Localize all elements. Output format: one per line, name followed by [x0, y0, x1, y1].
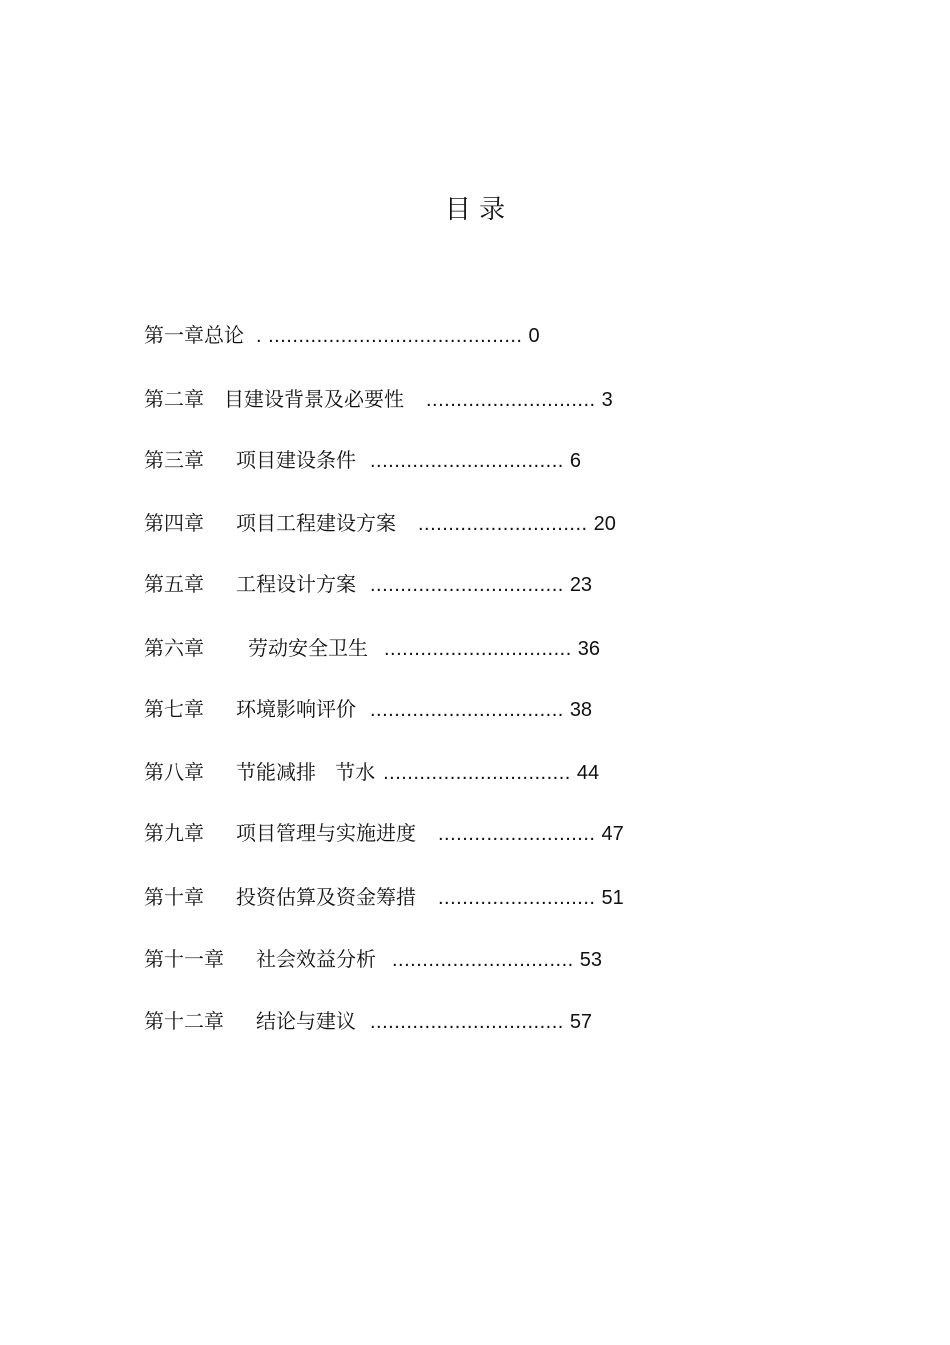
chapter-title: 目建设背景及必要性 [224, 387, 404, 411]
chapter-title: 投资估算及资金筹措 [236, 885, 416, 909]
chapter-title: 项目工程建设方案 [236, 511, 396, 535]
chapter-number: 第四章 [144, 511, 204, 535]
chapter-title: 结论与建议 [256, 1009, 356, 1033]
page-number: 53 [579, 949, 602, 971]
dot-leader: .......................... [438, 823, 596, 845]
chapter-title: 环境影响评价 [236, 697, 356, 721]
toc-entry[interactable] [144, 944, 602, 974]
chapter-number: 第十二章 [144, 1009, 224, 1033]
chapter-title: 节能减排 节水 [236, 760, 376, 784]
dot-leader: ............................... [383, 762, 571, 784]
toc-entry[interactable] [144, 757, 599, 787]
chapter-number: 第九章 [144, 821, 204, 845]
dot-leader: .............................. [392, 949, 574, 971]
dot-leader: ................................ [370, 699, 564, 721]
chapter-number: 第五章 [144, 572, 204, 596]
chapter-number: 第二章 [144, 387, 204, 411]
toc-entry[interactable] [144, 508, 616, 538]
page-number: 38 [569, 699, 593, 721]
dot-leader: ............................... [384, 638, 572, 660]
chapter-number: 第七章 [144, 697, 204, 721]
page-number: 44 [576, 762, 600, 784]
chapter-title: 工程设计方案 [236, 572, 356, 596]
dot-leader: .......................... [438, 887, 596, 909]
chapter-title: 项目建设条件 [236, 448, 356, 472]
dot-leader: ................................ [370, 574, 564, 596]
toc-entry[interactable] [144, 569, 592, 599]
page-number: 51 [601, 887, 624, 909]
page-number: 20 [593, 513, 616, 535]
chapter-number: 第一章 [144, 323, 204, 347]
chapter-number: 第六章 [144, 636, 204, 660]
dot-leader: . .......................................... [256, 325, 523, 347]
page-number: 57 [569, 1011, 593, 1033]
chapter-number: 第三章 [144, 448, 204, 472]
dot-leader: ................................ [370, 1011, 564, 1033]
chapter-title: 项目管理与实施进度 [236, 821, 416, 845]
toc-entry[interactable] [144, 633, 600, 663]
page-number: 47 [601, 823, 624, 845]
toc-entry[interactable] [144, 818, 624, 848]
chapter-number: 第十章 [144, 885, 204, 909]
chapter-number: 第十一章 [144, 947, 224, 971]
toc-entry[interactable] [144, 1006, 592, 1036]
toc-title: 目 录 [444, 195, 506, 225]
page-number: 6 [569, 450, 581, 472]
page-number: 23 [569, 574, 593, 596]
dot-leader: ............................ [426, 389, 596, 411]
page-number: 0 [528, 325, 540, 347]
page-number: 36 [577, 638, 601, 660]
dot-leader: ............................ [418, 513, 588, 535]
toc-entry[interactable] [144, 882, 624, 912]
chapter-title: 劳动安全卫生 [248, 636, 368, 660]
toc-entry[interactable] [144, 445, 581, 475]
toc-entry[interactable] [144, 384, 613, 414]
toc-entry[interactable] [144, 320, 540, 350]
dot-leader: ................................ [370, 450, 564, 472]
chapter-title: 社会效益分析 [256, 947, 376, 971]
chapter-title: 总论 [204, 323, 244, 347]
chapter-number: 第八章 [144, 760, 204, 784]
page-number: 3 [601, 389, 613, 411]
toc-entry[interactable] [144, 694, 592, 724]
